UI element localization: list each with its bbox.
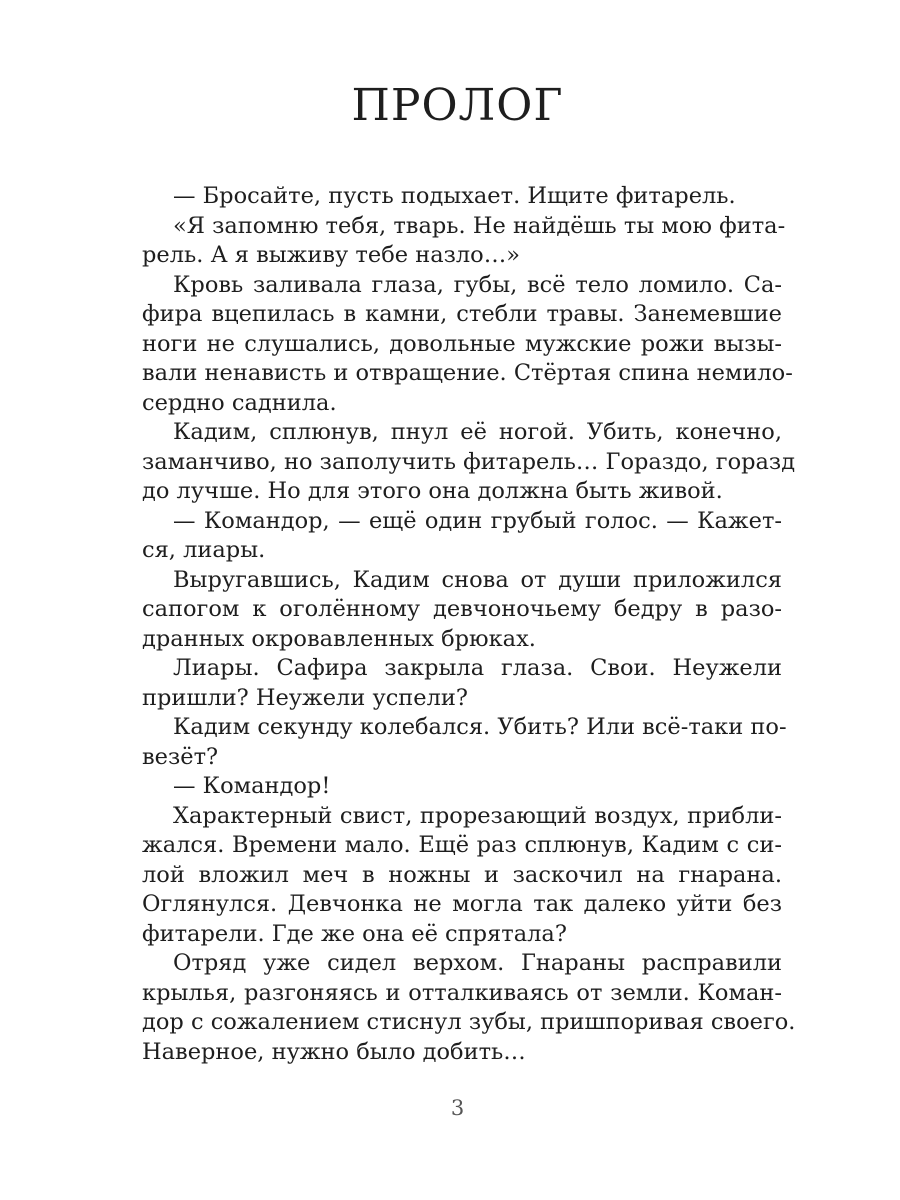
text-line: фира вцепилась в камни, стебли травы. Занемевшие xyxy=(142,301,782,327)
text-line: ся, лиары. xyxy=(142,537,266,563)
text-line: Выругавшись, Кадим снова от души приложился xyxy=(173,566,782,593)
text-line: Отряд уже сидел верхом. Гнараны расправили xyxy=(173,950,782,976)
text-line: до лучше. Но для этого она должна быть живой. xyxy=(142,478,723,504)
text-line: вали ненависть и отвращение. Стёртая спина немило- xyxy=(142,360,793,386)
text-line: заманчиво, но заполучить фитарель… Гораздо, горазд xyxy=(142,448,796,475)
text-line: Кровь заливала глаза, губы, всё тело ломило. Са- xyxy=(173,271,782,298)
text-line: Кадим секунду колебался. Убить? Или всё-таки по- xyxy=(173,714,787,740)
text-line: лой вложил меч в ножны и заскочил на гнарана. xyxy=(142,861,782,888)
text-line: — Бросайте, пусть подыхает. Ищите фитарель. xyxy=(173,183,736,209)
text-line: крылья, разгоняясь и отталкиваясь от земли. Коман- xyxy=(142,979,782,1006)
chapter-title: ПРОЛОГ xyxy=(351,80,564,131)
text-line: «Я запомню тебя, тварь. Не найдёшь ты мою фита- xyxy=(173,212,786,239)
text-line: Кадим, сплюнув, пнул её ногой. Убить, конечно, xyxy=(173,419,782,445)
text-line: Оглянулся. Девчонка не могла так далеко уйти без xyxy=(142,891,782,917)
text-line: пришли? Неужели успели? xyxy=(142,684,468,711)
text-line: дранных окровавленных брюках. xyxy=(142,625,536,652)
text-line: рель. А я выживу тебе назло…» xyxy=(142,242,520,268)
text-line: фитарели. Где же она её спрятала? xyxy=(142,920,567,947)
body-text xyxy=(142,182,796,1067)
text-line: Лиары. Сафира закрыла глаза. Свои. Неужели xyxy=(173,655,782,681)
text-line: — Командор! xyxy=(173,773,331,799)
text-line: — Командор, — ещё один грубый голос. — Кажет- xyxy=(173,507,782,534)
text-line: ноги не слушались, довольные мужские рожи вызы- xyxy=(142,330,782,357)
text-line: жался. Времени мало. Ещё раз сплюнув, Кадим с си- xyxy=(142,832,782,858)
text-line: Характерный свист, прорезающий воздух, прибли- xyxy=(173,802,782,829)
text-line: дор с сожалением стиснул зубы, пришпоривая своего. xyxy=(142,1009,796,1035)
page-number: 3 xyxy=(450,1096,465,1120)
text-line: Наверное, нужно было добить… xyxy=(142,1038,526,1065)
text-line: сапогом к оголённому девчоночьему бедру в разо- xyxy=(142,596,782,622)
text-line: везёт? xyxy=(142,743,219,770)
text-line: сердно саднила. xyxy=(142,389,337,416)
